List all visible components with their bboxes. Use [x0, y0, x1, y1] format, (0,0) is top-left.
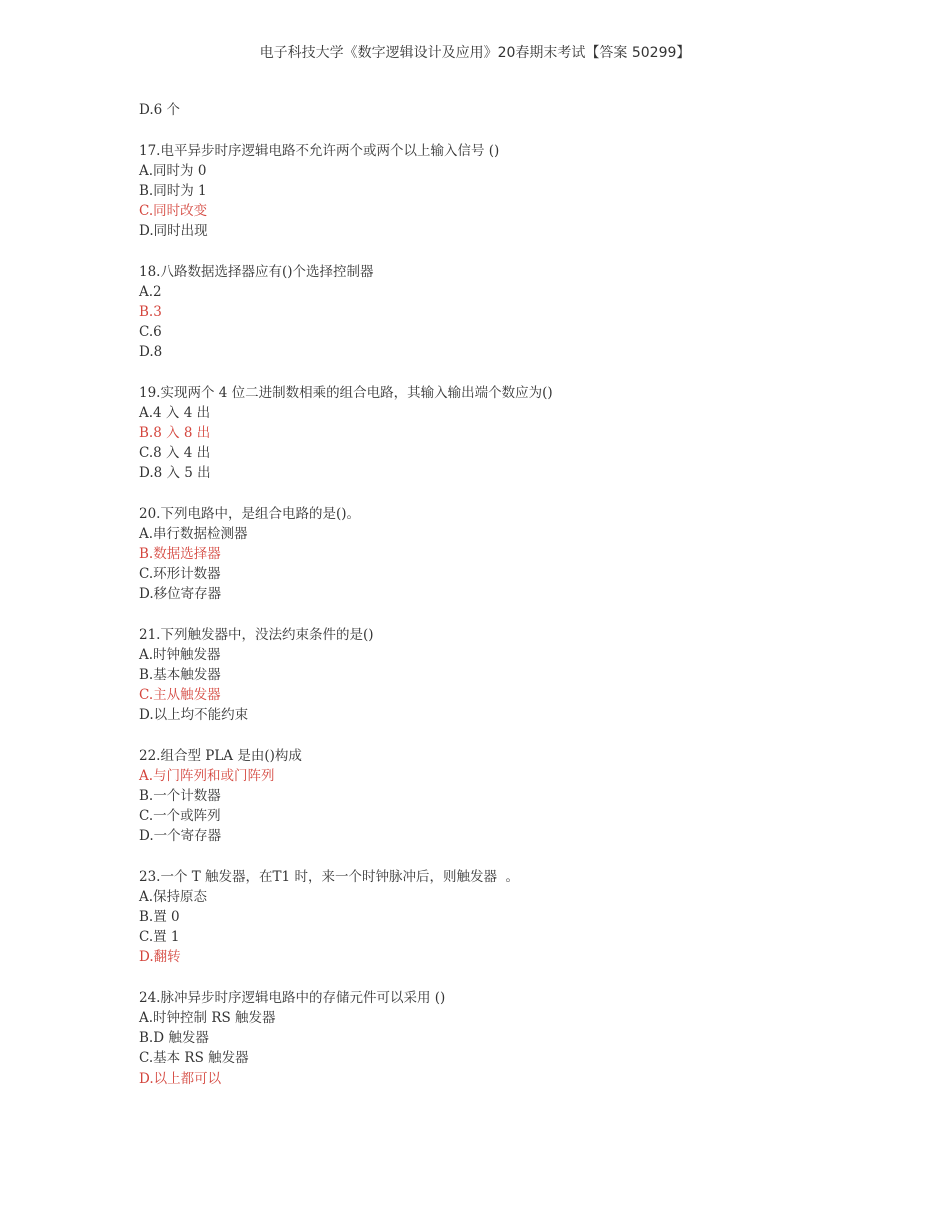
option-line: C.8 入 4 出	[139, 445, 211, 462]
spacer	[139, 604, 553, 625]
answer-option: C.同时改变	[139, 202, 208, 219]
question-block	[139, 625, 553, 725]
option-line: C.置 1	[139, 929, 180, 946]
answer-option: C.主从触发器	[139, 687, 221, 704]
option-line: A.保持原态	[139, 889, 208, 906]
question-stem: 24.脉冲异步时序逻辑电路中的存储元件可以采用 ()	[139, 990, 446, 1007]
question-block	[139, 746, 553, 846]
option-line: B.置 0	[139, 909, 180, 926]
answer-option: B.8 入 8 出	[139, 425, 211, 441]
spacer	[139, 120, 553, 141]
question-stem: 22.组合型 PLA 是由()构成	[139, 748, 302, 764]
spacer	[139, 483, 553, 504]
option-line: C.环形计数器	[139, 566, 221, 583]
question-block	[139, 504, 553, 604]
option-line: A.时钟控制 RS 触发器	[139, 1010, 276, 1027]
answer-option: D.以上都可以	[139, 1070, 222, 1087]
spacer	[139, 725, 553, 746]
question-list	[139, 100, 553, 1089]
spacer	[139, 362, 553, 383]
option-line: D.移位寄存器	[139, 586, 222, 603]
option-line: C.6	[139, 324, 162, 341]
option-line: D.8	[139, 344, 163, 361]
option-line: D.以上均不能约束	[139, 707, 249, 724]
option-line: A.串行数据检测器	[139, 525, 248, 542]
option-line: A.2	[139, 283, 162, 300]
option-line: C.基本 RS 触发器	[139, 1050, 249, 1067]
option-line: B.一个计数器	[139, 788, 221, 805]
question-stem: 20.下列电路中，是组合电路的是()。	[139, 505, 361, 522]
option-line: D.6 个	[139, 102, 181, 118]
option-line: B.D 触发器	[139, 1030, 209, 1047]
question-stem: 17.电平异步时序逻辑电路不允许两个或两个以上输入信号 ()	[139, 142, 500, 159]
spacer	[139, 846, 553, 867]
question-stem: 21.下列触发器中，没法约束条件的是()	[139, 626, 374, 643]
option-line: D.同时出现	[139, 223, 208, 240]
question-block	[139, 988, 553, 1088]
option-line: D.8 入 5 出	[139, 465, 211, 482]
option-line: B.基本触发器	[139, 667, 221, 684]
page-header: 电子科技大学《数字逻辑设计及应用》20春期末考试【答案 50299】	[259, 45, 691, 61]
option-line: D.一个寄存器	[139, 828, 222, 845]
answer-option: B.3	[139, 303, 162, 320]
option-line: A.时钟触发器	[139, 647, 221, 664]
question-block	[139, 262, 553, 362]
question-block	[139, 383, 553, 483]
question-block	[139, 141, 553, 241]
question-stem: 18.八路数据选择器应有()个选择控制器	[139, 263, 374, 280]
spacer	[139, 241, 553, 262]
option-line: B.同时为 1	[139, 182, 207, 199]
question-stem: 23.一个 T 触发器，在T1 时，来一个时钟脉冲后，则触发器 。	[139, 869, 520, 886]
answer-option: A.与门阵列和或门阵列	[139, 768, 275, 785]
option-line: C.一个或阵列	[139, 808, 221, 825]
option-line: A.同时为 0	[139, 162, 207, 179]
question-block	[139, 867, 553, 967]
spacer	[139, 968, 553, 989]
option-line: A.4 入 4 出	[139, 404, 211, 421]
question-stem: 19.实现两个 4 位二进制数相乘的组合电路，其输入输出端个数应为()	[139, 384, 553, 401]
answer-option: B.数据选择器	[139, 546, 221, 563]
answer-option: D.翻转	[139, 949, 181, 966]
